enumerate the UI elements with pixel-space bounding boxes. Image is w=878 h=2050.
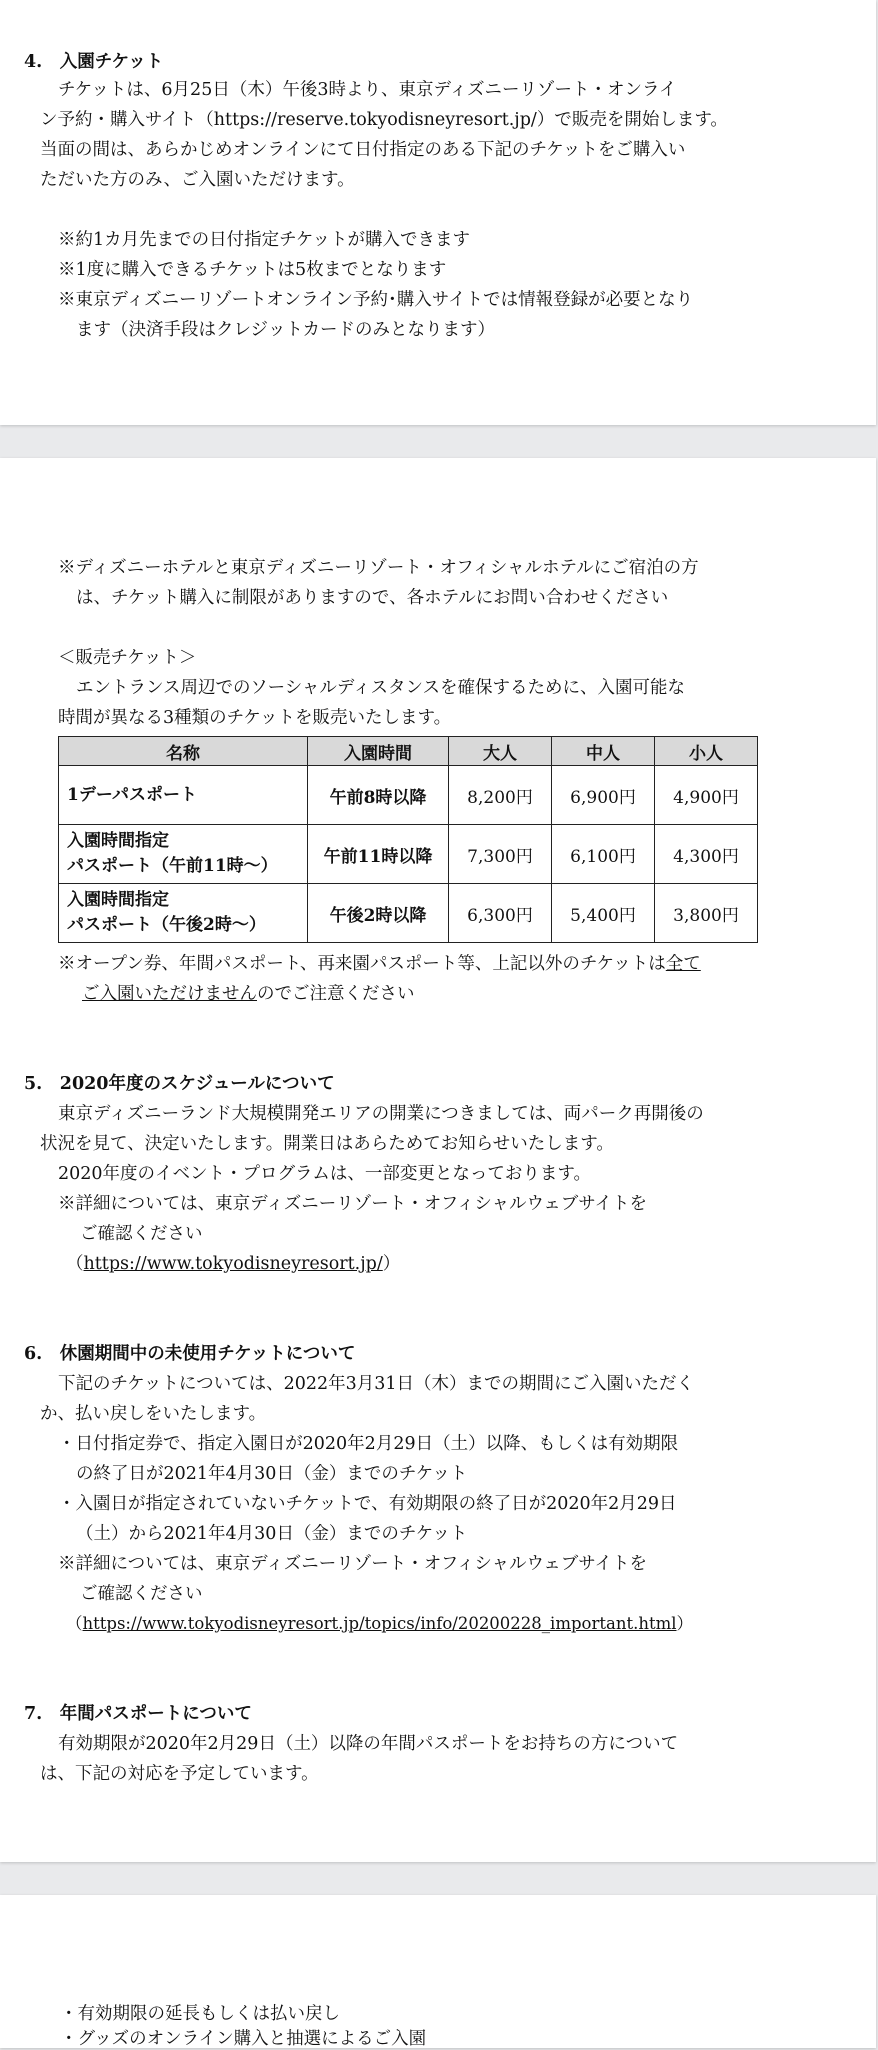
- document-page-3: [0, 1895, 876, 2048]
- section-4-para-line-2: ン予約・購入サイト（https://reserve.tokyodisneyresort.jp/）で販売を開始します。: [40, 110, 728, 130]
- section-5-heading: 5. 2020年度のスケジュールについて: [24, 1074, 335, 1094]
- section-7-line-2: は、下記の対応を予定しています。: [40, 1764, 319, 1784]
- hotel-note-line-1: ※ディズニーホテルと東京ディズニーリゾート・オフィシャルホテルにご宿泊の方: [58, 558, 699, 578]
- sales-para-line-1: エントランス周辺でのソーシャルディスタンスを確保するために、入園可能な: [76, 678, 685, 698]
- sales-heading: ＜販売チケット＞: [58, 648, 197, 668]
- section-5-link-line: （https://www.tokyodisneyresort.jp/）: [66, 1254, 401, 1274]
- ticket-price-junior: 5,400円: [552, 884, 655, 943]
- section-6-line-2: か、払い戻しをいたします。: [40, 1404, 267, 1424]
- section-6-line-5: ・入園日が指定されていないチケットで、有効期限の終了日が2020年2月29日: [58, 1494, 677, 1514]
- ticket-entry-time: 午前11時以降: [308, 825, 449, 884]
- ticket-table: [58, 736, 758, 943]
- ticket-price-junior: 6,900円: [552, 766, 655, 825]
- ticket-table-header: [59, 737, 758, 766]
- ticket-price-adult: 6,300円: [449, 884, 552, 943]
- section-5-line-5: ご確認ください: [80, 1224, 203, 1244]
- ticket-price-child: 3,800円: [655, 884, 758, 943]
- ticket-price-junior: 6,100円: [552, 825, 655, 884]
- section-5-line-4: ※詳細については、東京ディズニーリゾート・オフィシャルウェブサイトを: [58, 1194, 648, 1214]
- section-4-note-3: ※東京ディズニーリゾートオンライン予約･購入サイトでは情報登録が必要となり: [58, 290, 694, 310]
- section-7-line-1: 有効期限が2020年2月29日（土）以降の年間パスポートをお持ちの方について: [58, 1734, 679, 1754]
- section-4-note-2: ※1度に購入できるチケットは5枚までとなります: [58, 260, 447, 280]
- section-4-para-line-3: 当面の間は、あらかじめオンラインにて日付指定のある下記のチケットをご購入い: [40, 140, 686, 160]
- page-3-item-1: ・有効期限の延長もしくは払い戻し: [60, 2004, 340, 2024]
- section-6-line-8: ご確認ください: [80, 1584, 203, 1604]
- section-6-line-4: の終了日が2021年4月30日（金）までのチケット: [76, 1464, 468, 1484]
- ticket-price-child: 4,300円: [655, 825, 758, 884]
- ticket-price-adult: 8,200円: [449, 766, 552, 825]
- document-page-2: [0, 458, 876, 1862]
- section-5-line-1: 東京ディズニーランド大規模開発エリアの開業につきましては、両パーク再開後の: [58, 1104, 704, 1124]
- section-4-heading: 4. 入園チケット: [24, 52, 164, 72]
- section-4-note-1: ※約1カ月先までの日付指定チケットが購入できます: [58, 230, 471, 250]
- section-6-line-7: ※詳細については、東京ディズニーリゾート・オフィシャルウェブサイトを: [58, 1554, 648, 1574]
- section-6-line-1: 下記のチケットについては、2022年3月31日（木）までの期間にご入園いただく: [58, 1374, 695, 1394]
- section-7-heading: 7. 年間パスポートについて: [24, 1704, 252, 1724]
- table-note-line-2: ご入園いただけませんのでご注意ください: [82, 984, 415, 1004]
- section-5-link[interactable]: https://www.tokyodisneyresort.jp/: [83, 1254, 383, 1274]
- section-6-link-line: （https://www.tokyodisneyresort.jp/topics/info/20200228_important.html）: [66, 1614, 694, 1633]
- ticket-name: 入園時間指定 パスポート（午前11時〜）: [59, 825, 308, 884]
- table-row: [59, 884, 758, 943]
- section-4-note-3-cont: ます（決済手段はクレジットカードのみとなります）: [76, 320, 496, 340]
- section-6-line-6: （土）から2021年4月30日（金）までのチケット: [76, 1524, 468, 1544]
- table-note-line-1: ※オープン券、年間パスポート、再来園パスポート等、上記以外のチケットは全て: [58, 954, 701, 974]
- ticket-name: 入園時間指定 パスポート（午後2時〜）: [59, 884, 308, 943]
- page-3-item-2: ・グッズのオンライン購入と抽選によるご入園: [60, 2029, 427, 2049]
- section-5-line-3: 2020年度のイベント・プログラムは、一部変更となっております。: [58, 1164, 591, 1184]
- document-page-1: [0, 0, 876, 425]
- ticket-price-adult: 7,300円: [449, 825, 552, 884]
- col-junior: 中人: [552, 737, 655, 766]
- ticket-name: 1デーパスポート: [59, 766, 308, 825]
- table-row: [59, 766, 758, 825]
- col-name: 名称: [59, 737, 308, 766]
- sales-para-line-2: 時間が異なる3種類のチケットを販売いたします。: [58, 708, 452, 728]
- ticket-entry-time: 午後2時以降: [308, 884, 449, 943]
- section-6-heading: 6. 休園期間中の未使用チケットについて: [24, 1344, 356, 1364]
- section-5-line-2: 状況を見て、決定いたします。開業日はあらためてお知らせいたします。: [40, 1134, 614, 1154]
- ticket-entry-time: 午前8時以降: [308, 766, 449, 825]
- hotel-note-line-2: は、チケット購入に制限がありますので、各ホテルにお問い合わせください: [76, 588, 669, 608]
- section-6-link[interactable]: https://www.tokyodisneyresort.jp/topics/info/20200228_important.html: [82, 1614, 677, 1633]
- col-child: 小人: [655, 737, 758, 766]
- section-4-para-line-1: チケットは、6月25日（木）午後3時より、東京ディズニーリゾート・オンライ: [58, 80, 677, 100]
- col-time: 入園時間: [308, 737, 449, 766]
- section-6-line-3: ・日付指定券で、指定入園日が2020年2月29日（土）以降、もしくは有効期限: [58, 1434, 679, 1454]
- table-row: [59, 825, 758, 884]
- section-4-para-line-4: ただいた方のみ、ご入園いただけます。: [40, 170, 355, 190]
- ticket-price-child: 4,900円: [655, 766, 758, 825]
- col-adult: 大人: [449, 737, 552, 766]
